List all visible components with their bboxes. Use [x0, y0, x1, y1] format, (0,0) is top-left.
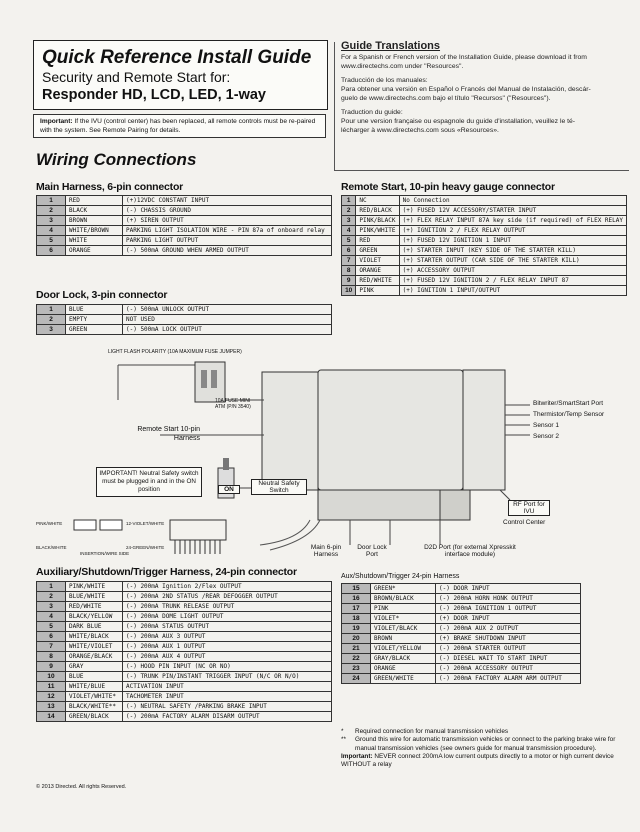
pin-number: 5	[37, 236, 66, 246]
aux-right-table	[341, 583, 581, 684]
wire-color: VIOLET/YELLOW	[371, 644, 436, 654]
wire-function: (-) 200mA AUX 2 OUTPUT	[436, 624, 581, 634]
table-row	[37, 612, 332, 622]
fuse-label: 10A FUSE MINI ATM (P/N 3540)	[215, 398, 251, 410]
wire-color: GRAY/BLACK	[371, 654, 436, 664]
wire-color: RED	[356, 236, 399, 246]
pin-number: 9	[37, 662, 66, 672]
control-center-label: Control Center	[503, 519, 546, 526]
pin-number: 19	[342, 624, 371, 634]
pin-number: 3	[37, 325, 66, 335]
guide-translations: Guide Translations For a Spanish or French version of the Installation Guide, please download it from www.directechs.com under "Resources". Traducción de los manuales: Para obtener una versión en Español o Francés del Manual de Instalación, descár- guelo de www.directechs.com bajo el título "Recursos" ("Resources"). Traduction du guide: Pour une version française ou espagnole du guide d'installation, veuillez le té- lécharger à www.directechs.com sous «Resources».	[334, 42, 629, 171]
pin-number: 3	[37, 216, 66, 226]
pin-number: 4	[37, 612, 66, 622]
wire-function: (-) 200mA AUX 3 OUTPUT	[123, 632, 332, 642]
wire-function: (-) 500mA UNLOCK OUTPUT	[123, 305, 332, 315]
main-harness-title: Main Harness, 6-pin connector	[36, 181, 184, 193]
table-row	[342, 266, 627, 276]
table-row	[342, 664, 581, 674]
wire-function: (+)12VDC CONSTANT INPUT	[123, 196, 332, 206]
pin-number: 3	[37, 602, 66, 612]
wire-color: BLACK/YELLOW	[66, 612, 123, 622]
pin-number: 3	[342, 216, 356, 226]
pin-number: 17	[342, 604, 371, 614]
table-row	[37, 592, 332, 602]
table-row	[342, 604, 581, 614]
pin-number: 1	[37, 196, 66, 206]
wire-color: PINK	[356, 286, 399, 296]
wire-color: BLACK	[66, 206, 123, 216]
wire-function: (+) IGNITION 1 INPUT/OUTPUT	[399, 286, 626, 296]
table-row	[342, 594, 581, 604]
main6-label: Main 6-pin Harness	[310, 544, 342, 558]
d2d-label: D2D Port (for external Xpresskit interface module)	[424, 544, 516, 558]
pin-number: 7	[342, 256, 356, 266]
pin-number: 8	[37, 652, 66, 662]
table-row	[342, 614, 581, 624]
pin-number: 2	[342, 206, 356, 216]
wire-function: (+) FUSED 12V IGNITION 2 / FLEX RELAY INPUT 87	[399, 276, 626, 286]
pin-number: 12	[37, 692, 66, 702]
table-row	[37, 305, 332, 315]
pin-side-label: INSERTION/WIRE SIDE	[80, 551, 130, 556]
pin-black-label: BLACK/WHITE	[36, 545, 67, 550]
wire-color: BLUE	[66, 672, 123, 682]
table-row	[37, 702, 332, 712]
pin-number: 13	[37, 702, 66, 712]
pin-number: 10	[37, 672, 66, 682]
copyright: © 2013 Directed. All rights Reserved.	[36, 784, 127, 790]
main-harness-table	[36, 195, 332, 256]
wire-color: PINK	[371, 604, 436, 614]
control-module	[262, 370, 505, 520]
wire-color: BROWN	[66, 216, 123, 226]
module-side-right	[463, 370, 505, 490]
pin-number: 9	[342, 276, 356, 286]
table-row	[342, 276, 627, 286]
pin-connector-comb	[170, 520, 226, 554]
wire-function: (-) 500mA LOCK OUTPUT	[123, 325, 332, 335]
table-row	[37, 325, 332, 335]
table-row	[37, 642, 332, 652]
wire-function: (-) 200mA AUX 1 OUTPUT	[123, 642, 332, 652]
wire-color: ORANGE/BLACK	[66, 652, 123, 662]
table-row	[37, 622, 332, 632]
pin-number: 16	[342, 594, 371, 604]
pin-number: 10	[342, 286, 356, 296]
wire-function: (-) 200mA ACCESSORY OUTPUT	[436, 664, 581, 674]
pin-number: 8	[342, 266, 356, 276]
wire-function: (+) SIREN OUTPUT	[123, 216, 332, 226]
pin-connector	[74, 520, 122, 530]
wire-function: (-) 200mA 2ND STATUS /REAR DEFOGGER OUTPUT	[123, 592, 332, 602]
wire-function: (-) CHASSIS GROUND	[123, 206, 332, 216]
pin-number: 11	[37, 682, 66, 692]
wire-color: PINK/BLACK	[356, 216, 399, 226]
wire-color: GRAY	[66, 662, 123, 672]
pin-number: 1	[342, 196, 356, 206]
title-box	[33, 40, 328, 110]
wire-function: (-) 200mA HORN HONK OUTPUT	[436, 594, 581, 604]
pin-number: 5	[37, 622, 66, 632]
wire-function: (-) DIESEL WAIT TO START INPUT	[436, 654, 581, 664]
pin-number: 14	[37, 712, 66, 722]
wire-function: TACHOMETER INPUT	[123, 692, 332, 702]
wire-function: (-) 200mA FACTORY ALARM DISARM OUTPUT	[123, 712, 332, 722]
table-row	[37, 712, 332, 722]
wire-function: (+) STARTER OUTPUT (CAR SIDE OF THE STARTER KILL)	[399, 256, 626, 266]
sensor1-label: Sensor 1	[533, 422, 560, 429]
sensor2-label: Sensor 2	[533, 433, 560, 440]
wire-function: (-) 200mA FACTORY ALARM ARM OUTPUT	[436, 674, 581, 684]
wire-color: RED	[66, 196, 123, 206]
wire-color: PINK/WHITE	[356, 226, 399, 236]
table-row	[342, 654, 581, 664]
wire-color: BLACK/WHITE**	[66, 702, 123, 712]
wire-color: GREEN/BLACK	[66, 712, 123, 722]
pin-number: 4	[37, 226, 66, 236]
translations-title: Guide Translations	[341, 40, 441, 52]
table-row	[342, 226, 627, 236]
wire-color: VIOLET*	[371, 614, 436, 624]
table-row	[342, 624, 581, 634]
pin-green-label: 24-GREEN/WHITE	[126, 545, 165, 550]
wire-function: PARKING LIGHT OUTPUT	[123, 236, 332, 246]
table-row	[342, 674, 581, 684]
wire-color: WHITE	[66, 236, 123, 246]
wire-function: (+) FLEX RELAY INPUT 87A key side (if required) of FLEX RELAY	[399, 216, 626, 226]
wire-function: (-) 200mA IGNITION 1 OUTPUT	[436, 604, 581, 614]
door-lock-table	[36, 304, 332, 335]
table-row	[342, 196, 627, 206]
table-row	[37, 632, 332, 642]
guide-title: Quick Reference Install Guide	[42, 47, 312, 68]
remote-start-harness-label: Remote Start 10-pin Harness	[137, 426, 200, 442]
pin-number: 2	[37, 592, 66, 602]
wire-color: VIOLET/BLACK	[371, 624, 436, 634]
wire-color: ORANGE	[356, 266, 399, 276]
table-row	[342, 634, 581, 644]
wire-function: No Connection	[399, 196, 626, 206]
wire-color: NC	[356, 196, 399, 206]
wire-function: (-) 200mA STARTER OUTPUT	[436, 644, 581, 654]
pin-number: 23	[342, 664, 371, 674]
table-row	[342, 644, 581, 654]
bitwriter-label: Bitwriter/SmartStart Port	[533, 400, 604, 407]
wire-function: (-) 200mA AUX 4 OUTPUT	[123, 652, 332, 662]
wire-color: GREEN	[356, 246, 399, 256]
wire-color: DARK BLUE	[66, 622, 123, 632]
pin-number: 1	[37, 305, 66, 315]
table-row	[342, 286, 627, 296]
pin-number: 2	[37, 315, 66, 325]
table-row	[37, 582, 332, 592]
table-row	[37, 236, 332, 246]
aux-right-title: Aux/Shutdown/Trigger 24-pin Harness	[341, 573, 460, 580]
fuse-blade-1	[201, 370, 207, 388]
doorlock-label: Door Lock Port	[357, 544, 387, 558]
remote-start-table	[341, 195, 627, 296]
pin-number: 20	[342, 634, 371, 644]
table-row	[37, 196, 332, 206]
aux-left-title: Auxiliary/Shutdown/Trigger Harness, 24-pin connector	[36, 566, 297, 578]
wire-color: BROWN	[371, 634, 436, 644]
wire-color: VIOLET/WHITE*	[66, 692, 123, 702]
pin-number: 18	[342, 614, 371, 624]
wire-color: ORANGE	[371, 664, 436, 674]
wire-function: (-) TRUNK PIN/INSTANT TRIGGER INPUT (N/C OR N/O)	[123, 672, 332, 682]
wire-function: (+) BRAKE SHUTDOWN INPUT	[436, 634, 581, 644]
neutral-switch-label: Neutral Safety Switch	[251, 479, 307, 495]
rf-port-label: RF Port for IVU	[508, 500, 550, 516]
pin-number: 15	[342, 584, 371, 594]
table-row	[342, 206, 627, 216]
module-body	[318, 370, 463, 490]
wire-color: RED/WHITE	[356, 276, 399, 286]
wire-function: (-) 200mA DOME LIGHT OUTPUT	[123, 612, 332, 622]
wire-color: RED/WHITE	[66, 602, 123, 612]
table-row	[342, 246, 627, 256]
wire-function: (+) FUSED 12V IGNITION 1 INPUT	[399, 236, 626, 246]
wire-function: (-) DOOR INPUT	[436, 584, 581, 594]
table-row	[37, 672, 332, 682]
table-row	[37, 652, 332, 662]
wire-color: GREEN*	[371, 584, 436, 594]
wire-color: GREEN/WHITE	[371, 674, 436, 684]
wire-color: VIOLET	[356, 256, 399, 266]
guide-subtitle: Security and Remote Start for:	[42, 69, 231, 85]
wire-color: WHITE/BLACK	[66, 632, 123, 642]
pin-number: 6	[342, 246, 356, 256]
light-flash-label: LIGHT FLASH POLARITY (10A MAXIMUM FUSE JUMPER)	[108, 349, 242, 355]
on-label: ON	[218, 485, 240, 494]
wiring-title: Wiring Connections	[36, 150, 197, 169]
pin-number: 24	[342, 674, 371, 684]
wire-function: (+) FUSED 12V ACCESSORY/STARTER INPUT	[399, 206, 626, 216]
table-row	[37, 216, 332, 226]
guide-models: Responder HD, LCD, LED, 1-way	[42, 87, 266, 103]
table-row	[37, 246, 332, 256]
pin-number: 1	[37, 582, 66, 592]
wire-function: (-) HOOD PIN INPUT (NC OR NO)	[123, 662, 332, 672]
neutral-switch-toggle	[223, 458, 229, 470]
wire-color: BROWN/BLACK	[371, 594, 436, 604]
wire-function: NOT USED	[123, 315, 332, 325]
pin-number: 21	[342, 644, 371, 654]
wire-color: WHITE/BROWN	[66, 226, 123, 236]
table-row	[342, 216, 627, 226]
pin-number: 5	[342, 236, 356, 246]
thermistor-label: Thermistor/Temp Sensor	[533, 411, 605, 418]
pin-pink-label: PINK/WHITE	[36, 521, 63, 526]
rf-port-plug	[440, 490, 470, 520]
wire-color: WHITE/BLUE	[66, 682, 123, 692]
wire-color: EMPTY	[66, 315, 123, 325]
pin-number: 22	[342, 654, 371, 664]
wire-color: BLUE/WHITE	[66, 592, 123, 602]
module-side-left	[262, 372, 318, 490]
table-row	[37, 206, 332, 216]
remote-start-title: Remote Start, 10-pin heavy gauge connector	[341, 181, 555, 193]
wire-function: (-) NEUTRAL SAFETY /PARKING BRAKE INPUT	[123, 702, 332, 712]
table-row	[342, 236, 627, 246]
wire-color: GREEN	[66, 325, 123, 335]
aux-left-table	[36, 581, 332, 722]
wire-function: (-) 500mA GROUND WHEN ARMED OUTPUT	[123, 246, 332, 256]
fuse-holder	[195, 362, 225, 402]
door-lock-title: Door Lock, 3-pin connector	[36, 289, 168, 301]
wire-color: WHITE/VIOLET	[66, 642, 123, 652]
fuse-blade-2	[211, 370, 217, 388]
wire-function: (+) IGNITION 2 / FLEX RELAY OUTPUT	[399, 226, 626, 236]
pin-number: 7	[37, 642, 66, 652]
table-row	[37, 602, 332, 612]
neutral-important-box: IMPORTANT! Neutral Safety switch must be plugged in and in the ON position	[96, 467, 202, 497]
wire-color: PINK/WHITE	[66, 582, 123, 592]
wire-color: BLUE	[66, 305, 123, 315]
table-row	[37, 692, 332, 702]
pin-number: 4	[342, 226, 356, 236]
table-row	[37, 662, 332, 672]
table-row	[342, 256, 627, 266]
wire-color: RED/BLACK	[356, 206, 399, 216]
wire-function: (+) STARTER INPUT (KEY SIDE OF THE STARTER KILL)	[399, 246, 626, 256]
pin-number: 6	[37, 246, 66, 256]
table-row	[37, 682, 332, 692]
wire-function: (-) 200mA Ignition 2/Flex OUTPUT	[123, 582, 332, 592]
table-row	[342, 584, 581, 594]
wire-function: (-) 200mA TRUNK RELEASE OUTPUT	[123, 602, 332, 612]
wire-function: (+) DOOR INPUT	[436, 614, 581, 624]
wire-function: (-) 200mA STATUS OUTPUT	[123, 622, 332, 632]
pin-number: 6	[37, 632, 66, 642]
wire-function: PARKING LIGHT ISOLATION WIRE - PIN 87a of onboard relay	[123, 226, 332, 236]
important-box: Important: If the IVU (control center) has been replaced, all remote controls must be re-paired with the system. See Remote Pairing for details.	[33, 114, 326, 138]
wire-function: (+) ACCESSORY OUTPUT	[399, 266, 626, 276]
table-row	[37, 315, 332, 325]
table-row	[37, 226, 332, 236]
pin-number: 2	[37, 206, 66, 216]
pin-violet-label: 12-VIOLET/WHITE	[126, 521, 165, 526]
wire-function: ACTIVATION INPUT	[123, 682, 332, 692]
footnotes: * Required connection for manual transmission vehicles ** Ground this wire for automatic transmission vehicles or connect to the parking brake wire for manual transmission vehicles (see owners guide for manual transmission procedure). Important: NEVER connect 200mA low current outputs directly to a motor or high current device WITHOUT a relay	[341, 728, 616, 769]
wire-color: ORANGE	[66, 246, 123, 256]
wiring-diagram	[0, 340, 640, 570]
